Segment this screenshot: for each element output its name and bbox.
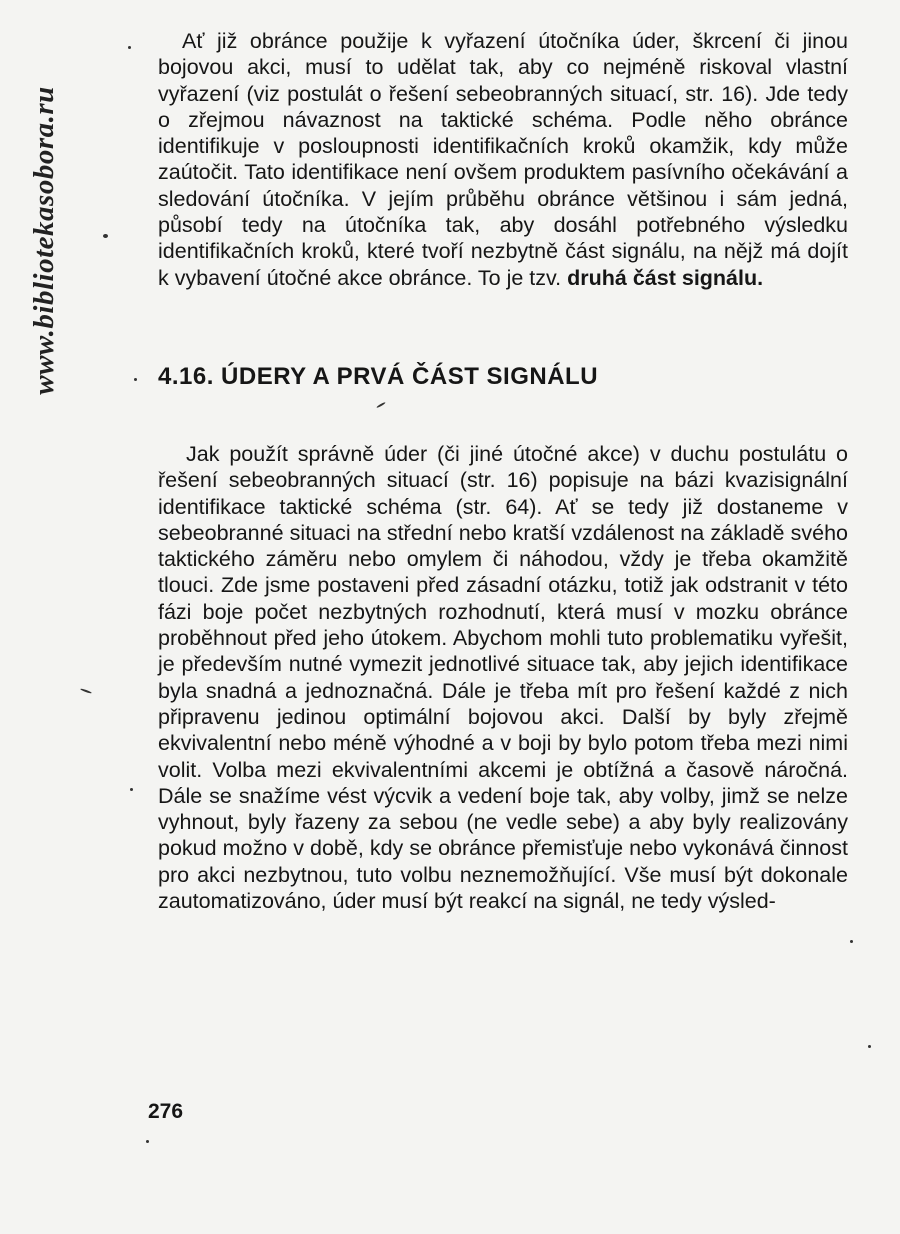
paragraph-2: Jak použít správně úder (či jiné útočné akce) v duchu postulátu o řešení sebeobranných situací (str. 16) popisuje na bázi kvazisignální identifikace taktické schéma (str. 64). Ať se tedy již dostaneme v sebeobranné situaci na střední nebo kratší vzdálenost na základě svého taktického záměru nebo omylem či náhodou, vždy je třeba okamžitě tlouci. Zde jsme postaveni před zásadní otázku, totiž jak odstranit v této fázi boje počet nezbytných rozhodnutí, která musí v mozku obránce proběhnout před jeho útokem. Abychom mohli tuto problematiku vyřešit, je především nutné vymezit jednotlivé situace tak, aby jejich identifikace byla snadná a jednoznačná. Dále je třeba mít pro řešení každé z nich připravenu jedinou optimální bojovou akci. Další by byly zřejmě ekvivalentní nebo méně výhodné a v boji by bylo potom třeba mezi nimi volit. Volba mezi ekvivalentními akcemi je obtížná a časově náročná. Dále se snažíme vést výcvik a vedení boje tak, aby volby, jimž se nelze vyhnout, byly řazeny za sebou (ne vedle sebe) a aby byly realizovány pokud možno v době, kdy se obránce přemisťuje nebo vykonává činnost pro akci nezbytnou, tuto volbu neznemožňující. Vše musí být dokonale zautomatizováno, úder musí být reakcí na signál, ne tedy výsled- (158, 441, 848, 914)
scan-speck (146, 1140, 149, 1143)
paragraph-1 (158, 28, 848, 291)
page-content (158, 28, 848, 914)
scan-speck (128, 46, 131, 49)
scan-speck (103, 234, 108, 238)
watermark-text: www.bibliotekasobora.ru (27, 85, 60, 395)
paragraph-1-text: Ať již obránce použije k vyřazení útočníka úder, škrcení či jinou bojovou akci, musí to udělat tak, aby co nejméně riskoval vlastní vyřazení (viz postulát o řešení sebeobranných situací, str. 16). Jde tedy o zřejmou návaznost na taktické schéma. Podle něho obránce identifikuje v posloupnosti identifikačních kroků okamžik, kdy může zaútočit. Tato identifikace není ovšem produktem pasívního očekávání a sledování útočníka. V jejím průběhu obránce většinou i sám jedná, působí tedy na útočníka tak, aby dosáhl potřebného výsledku identifikačních kroků, které tvoří nezbytně část signálu, na nějž má dojít k vybavení útočné akce obránce. To je tzv. (158, 29, 848, 290)
watermark (14, 20, 74, 460)
paragraph-1-bold-term: druhá část signálu. (567, 265, 764, 290)
page-number: 276 (148, 1100, 184, 1123)
scan-speck (80, 688, 92, 694)
scan-speck (850, 940, 853, 943)
scan-speck (868, 1045, 871, 1048)
section-heading: 4.16. ÚDERY A PRVÁ ČÁST SIGNÁLU (158, 362, 599, 390)
scan-speck (134, 378, 137, 381)
scan-speck (130, 788, 133, 791)
heading-spacer (158, 397, 848, 441)
